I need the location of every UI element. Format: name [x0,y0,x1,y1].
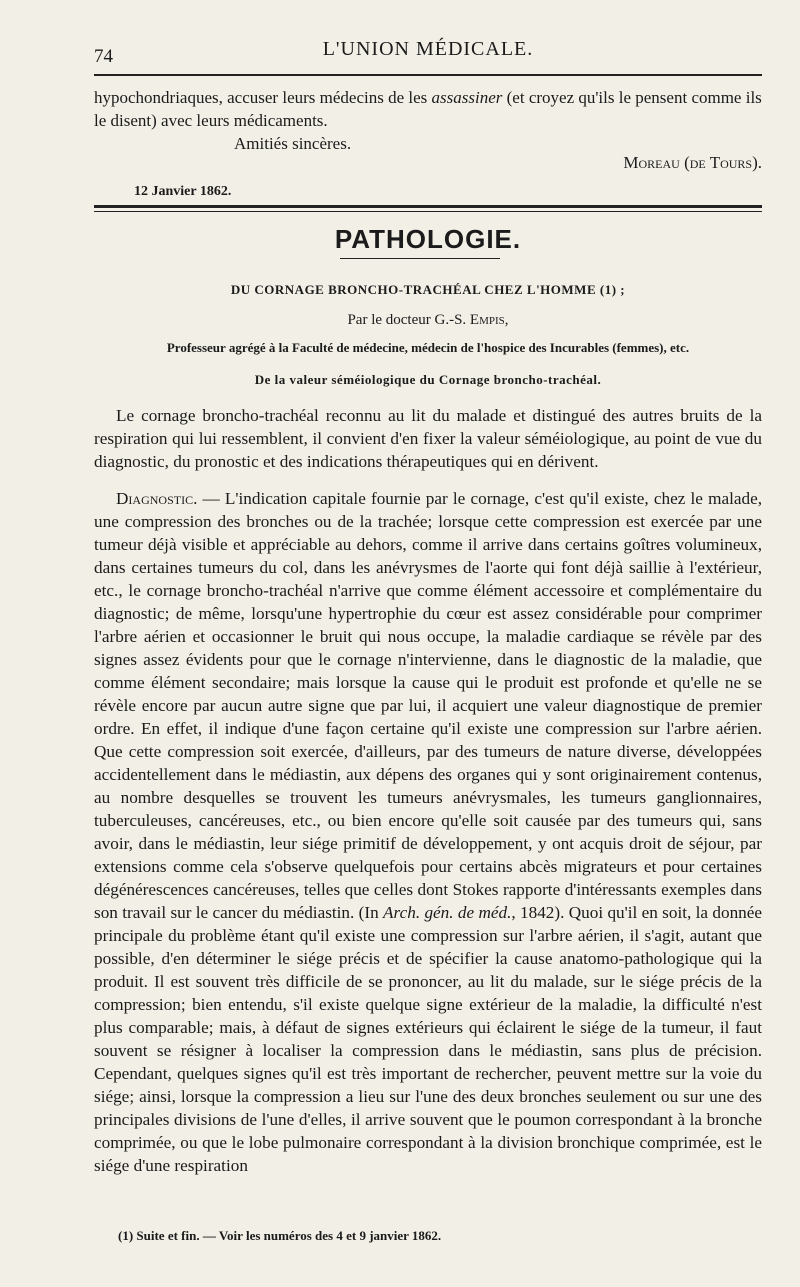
author-line [94,312,762,329]
divider-thin-rule [94,211,762,212]
sign-off: Amitiés sincères. [234,134,352,153]
running-head [94,38,762,68]
page-number: 74 [94,46,113,67]
heading-underline [340,258,500,259]
article-subheading: De la valeur séméiologique du Cornage broncho-trachéal. [254,372,602,387]
paragraph-1: Le cornage broncho-trachéal reconnu au lit du malade et distingué des autres bruits de la respiration qui lui ressemblent, il convient d'en fixer la valeur séméiologique, au point de vue du diagnostic, du pronostic et des indications thérapeutiques qui en dérivent. [94,406,762,471]
previous-article-ending [94,86,762,203]
author-prefix: Par le docteur [347,312,435,328]
paragraph-2-part-1: — L'indication capitale fournie par le cornage, c'est qu'il existe, chez le malade, une compression des bronches ou de la trachée; lorsque cette compression est exercée par une tumeur déjà visible et appréciable au dehors, comme il arrive dans certains goîtres volumineux, dans certaines tumeurs du col, dans les anévrysmes de l'aorte qui font déjà saillie à l'extérieur, etc., le cornage broncho-trachéal n'arrive que comme élément accessoire et complémentaire du diagnostic; de même, lorsqu'une hypertrophie du cœur est assez considérable pour comprimer l'arbre aérien et occasionner le bruit qui nous occupe, la maladie cardiaque se révèle par des signes assez évidents pour que le cornage n'intervienne, dans le diagnostic de la maladie, que comme élément secondaire; mais lorsque la cause qui le produit est profonde et qu'elle ne se révèle encore par aucun autre signe que par lui, il acquiert une valeur diagnostique de premier ordre. En effet, il indique d'une façon certaine qu'il existe une compression sur l'arbre aérien. Que cette compression soit exercée, d'ailleurs, par des tumeurs de nature diverse, développées accidentellement dans le médiastin, aux dépens des organes qui y sont originairement contenus, au nombre desquelles se trouvent les tumeurs anévrysmales, les tumeurs ganglionnaires, tuberculeuses, cancéreuses, etc., ou bien encore qu'elle soit causée par des tumeurs qui, sans avoir, dans le médiastin, leur siége primitif de développement, y ont acquis droit de séjour, par extensions comme cela s'observe quelquefois pour certains abcès migrateurs et pour certaines dégénérescences cancéreuses, telles que celles dont Stokes rapporte d'intéressants exemples dans son travail sur le cancer du médiastin. (In [94,489,762,922]
section-divider [94,205,762,212]
article-title: DU CORNAGE BRONCHO-TRACHÉAL CHEZ L'HOMME (1) ; [230,282,626,297]
paragraph-2-part-2: , 1842). Quoi qu'il en soit, la donnée principale du problème étant qu'il existe une compression sur l'arbre aérien, il s'agit, autant que possible, d'en déterminer le siége précis et de spécifier la cause anatomo-pathologique qui la produit. Il est souvent très difficile de se prononcer, au lit du malade, sur le siége précis de la compression; bien entendu, s'il existe quelque signe extérieur de la maladie, la difficulté n'est plus comparable; mais, à défaut de signes extérieurs qui éclairent le siége de la tumeur, il faut souvent se résigner à localiser la compression dans le médiastin, sans plus de précision. Cependant, quelques signes qu'il est très important de rechercher, peuvent mettre sur la voie du siége; ainsi, lorsque la compression a lieu sur l'une des deux bronches seulement ou sur une des principales divisions de l'une d'elles, il arrive souvent que le poumon correspondant à la bronche comprimée, ou que le lobe pulmonaire correspondant à la division bronchique comprimée, est le siége d'une respiration [94,903,763,1175]
paragraph-2-lead: Diagnostic. [116,489,198,508]
journal-title: L'UNION MÉDICALE. [322,38,534,60]
section-heading: PATHOLOGIE. [334,224,522,254]
previous-article-text [94,86,762,132]
author-name: G.-S. Empis, [434,312,509,328]
closing-emphasis: assassiner [431,88,503,107]
closing-text-2: (et croyez qu'ils le pensent comme ils le disent) avec leurs médicaments. [94,88,762,130]
closing-text-1: hypochondriaques, accuser leurs médecins de les [94,88,432,107]
footnote: (1) Suite et fin. — Voir les numéros des 4 et 9 janvier 1862. [118,1228,442,1243]
paragraph-2-citation: Arch. gén. de méd. [383,903,512,922]
header-rule [94,74,762,76]
article-body [94,404,762,1177]
signature: Moreau (de Tours). [623,153,762,172]
author-affiliation: Professeur agrégé à la Faculté de médecine, médecin de l'hospice des Incurables (femmes), etc. [166,340,690,355]
divider-thick-rule [94,205,762,208]
letter-date: 12 Janvier 1862. [134,184,232,199]
paragraph-2 [94,487,762,1177]
